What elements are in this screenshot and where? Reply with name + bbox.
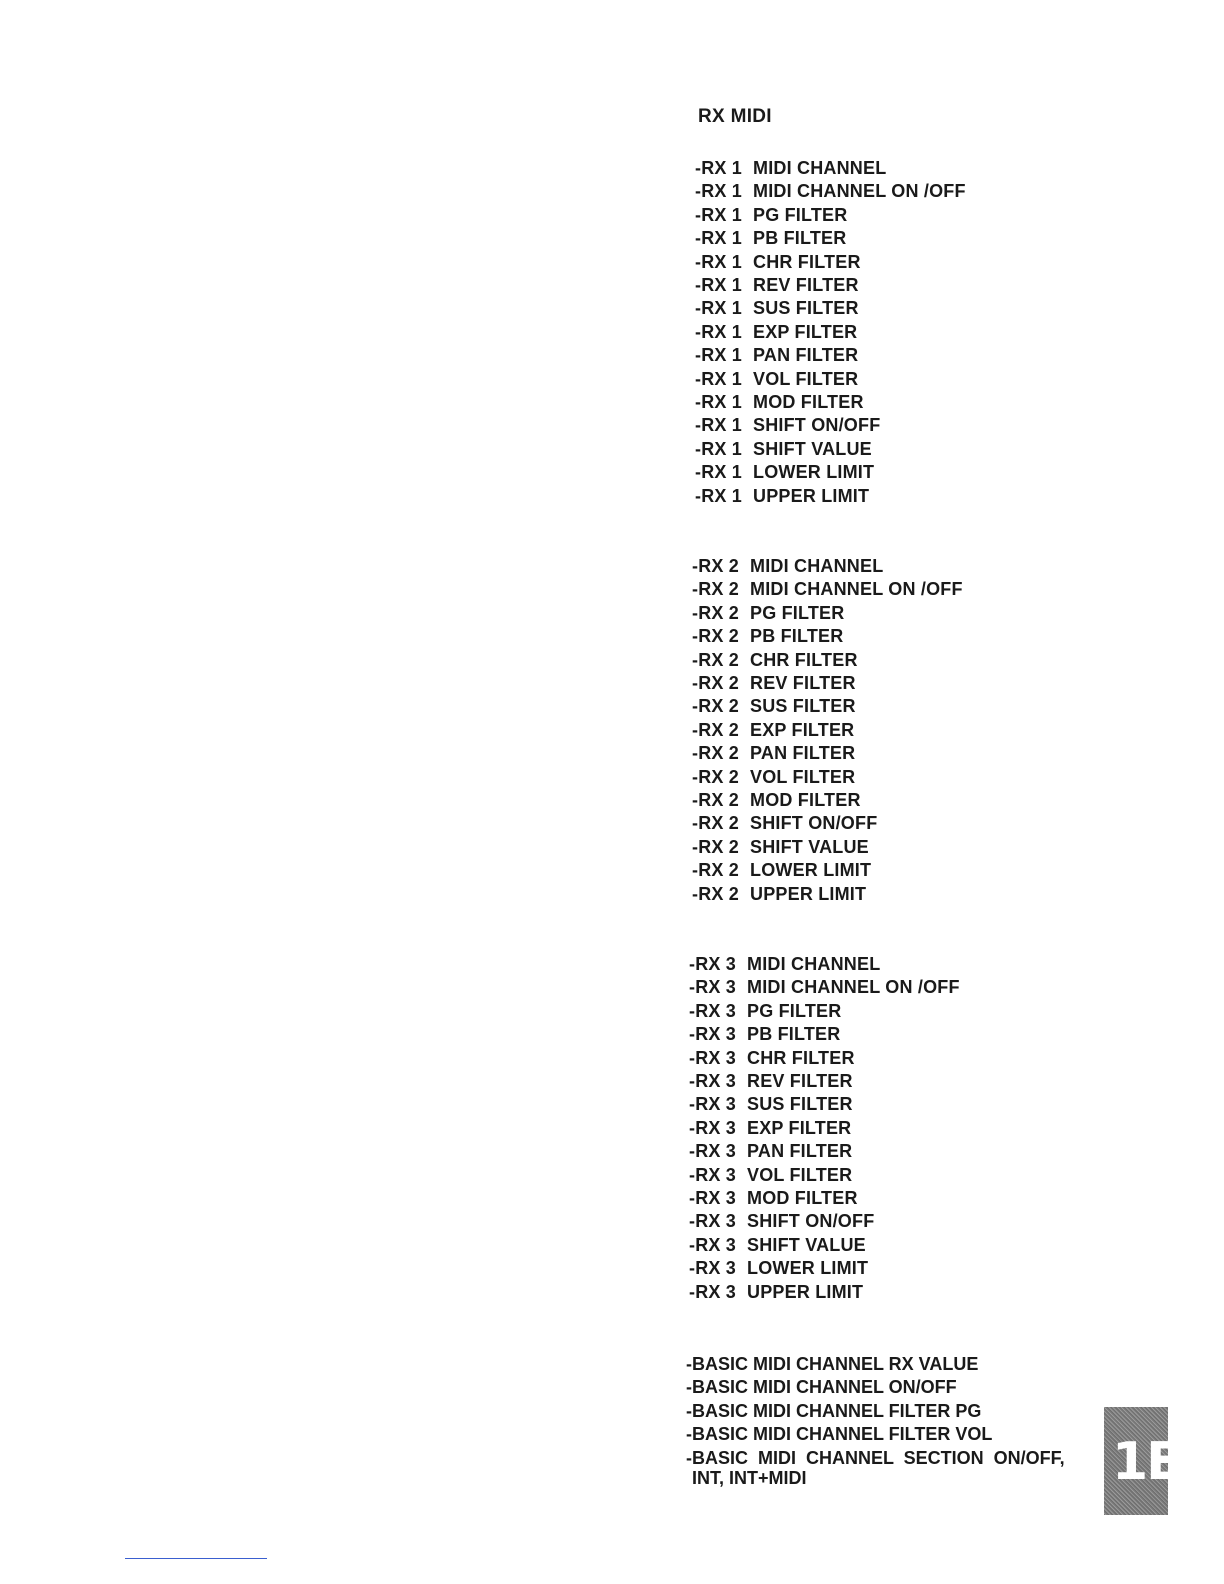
rx-item-label: SHIFT VALUE [747,1234,866,1255]
rx-list-item [695,274,966,297]
rx1-list [695,157,966,508]
rx-list-item [695,227,966,250]
basic-item: -BASIC MIDI CHANNEL FILTER PG [686,1400,982,1421]
rx-item-label: PB FILTER [750,626,844,647]
rx-list-item [689,953,960,976]
rx-prefix: -RX 1 [695,204,743,225]
rx-prefix: -RX 1 [695,181,743,202]
rx-list-item [695,391,966,414]
rx-item-label: PG FILTER [750,602,845,623]
rx-list-item [692,836,963,859]
rx-prefix: -RX 1 [695,345,743,366]
rx-item-label: PG FILTER [753,204,848,225]
rx-list-item [695,297,966,320]
rx-prefix: -RX 2 [692,696,740,717]
rx-item-label: CHR FILTER [750,649,858,670]
rx-item-label: CHR FILTER [747,1047,855,1068]
rx-prefix: -RX 2 [692,602,740,623]
basic-item-continuation: INT, INT+MIDI [692,1468,807,1489]
rx-prefix: -RX 3 [689,1211,737,1232]
rx-list-item [689,1023,960,1046]
rx-list-item [695,368,966,391]
rx-prefix: -RX 3 [689,954,737,974]
rx-list-item [695,461,966,484]
rx-prefix: -RX 3 [689,1024,737,1045]
rx-prefix: -RX 2 [692,836,740,857]
rx-list-item [695,180,966,203]
rx-item-label: LOWER LIMIT [750,860,872,881]
rx-item-label: PB FILTER [747,1024,841,1045]
rx-list-item [692,695,963,718]
basic-item: -BASIC MIDI CHANNEL FILTER VOL [686,1424,993,1445]
rx-prefix: -RX 1 [695,158,743,178]
rx-list-item [689,1000,960,1023]
rx-prefix: -RX 1 [695,228,743,249]
rx-prefix: -RX 1 [695,368,743,389]
rx-item-label: PAN FILTER [753,345,859,366]
basic-item: -BASIC MIDI CHANNEL SECTION ON/OFF, [686,1447,1065,1468]
rx-list-item [692,859,963,882]
rx-item-label: PAN FILTER [747,1141,853,1162]
rx-prefix: -RX 3 [689,1188,737,1209]
rx-item-label: MIDI CHANNEL [753,158,887,178]
rx-list-item [692,672,963,695]
rx-item-label: SUS FILTER [753,298,859,319]
rx-list-item [689,1210,960,1233]
rx-list-item [689,1234,960,1257]
rx-list-item [692,555,963,578]
rx-prefix: -RX 2 [692,813,740,834]
rx-list-item [692,766,963,789]
rx-item-label: VOL FILTER [750,766,856,787]
rx-prefix: -RX 3 [689,1164,737,1185]
rx-item-label: SUS FILTER [750,696,856,717]
rx-item-label: MIDI CHANNEL ON /OFF [747,977,960,998]
rx-item-label: MIDI CHANNEL [747,954,881,974]
rx-list-item [692,602,963,625]
rx-prefix: -RX 1 [695,321,743,342]
rx-prefix: -RX 1 [695,298,743,319]
rx-prefix: -RX 2 [692,579,740,600]
rx-prefix: -RX 2 [692,626,740,647]
rx-item-label: MOD FILTER [747,1188,858,1209]
rx-prefix: -RX 3 [689,1047,737,1068]
rx-item-label: CHR FILTER [753,251,861,272]
rx-item-label: SHIFT ON/OFF [753,415,881,436]
rx-prefix: -RX 2 [692,766,740,787]
rx-item-label: EXP FILTER [747,1117,852,1138]
rx-item-label: SHIFT VALUE [750,836,869,857]
rx-list-item [692,578,963,601]
rx-prefix: -RX 3 [689,1071,737,1092]
rx-prefix: -RX 3 [689,1258,737,1279]
rx-item-label: REV FILTER [750,673,856,694]
rx-prefix: -RX 1 [695,462,743,483]
rx-item-label: REV FILTER [747,1071,853,1092]
rx-list-item [692,812,963,835]
section-title: RX MIDI [698,106,772,127]
rx-item-label: MOD FILTER [753,392,864,413]
rx-prefix: -RX 2 [692,556,740,576]
rx-item-label: PG FILTER [747,1000,842,1021]
rx-item-label: MIDI CHANNEL [750,556,884,576]
rx-prefix: -RX 3 [689,1281,737,1302]
rx-list-item [692,883,963,906]
basic-item: -BASIC MIDI CHANNEL RX VALUE [686,1354,979,1374]
rx-list-item [692,625,963,648]
rx-item-label: EXP FILTER [753,321,858,342]
rx-prefix: -RX 3 [689,977,737,998]
rx-prefix: -RX 2 [692,743,740,764]
rx-list-item [695,204,966,227]
rx-item-label: SHIFT VALUE [753,438,872,459]
rx-prefix: -RX 3 [689,1117,737,1138]
rx-item-label: LOWER LIMIT [753,462,875,483]
rx-list-item [689,1257,960,1280]
rx-prefix: -RX 3 [689,1000,737,1021]
rx-list-item [689,1117,960,1140]
rx3-list [689,953,960,1304]
rx-prefix: -RX 1 [695,415,743,436]
rx-item-label: SUS FILTER [747,1094,853,1115]
rx-prefix: -RX 3 [689,1094,737,1115]
rx-item-label: REV FILTER [753,275,859,296]
rx-item-label: MIDI CHANNEL ON /OFF [750,579,963,600]
rx2-list [692,555,963,906]
rx-prefix: -RX 2 [692,883,740,904]
rx-prefix: -RX 1 [695,485,743,506]
basic-midi-list [686,1353,1065,1487]
rx-prefix: -RX 3 [689,1234,737,1255]
rx-list-item [692,789,963,812]
rx-item-label: VOL FILTER [753,368,859,389]
rx-item-label: UPPER LIMIT [753,485,870,506]
rx-prefix: -RX 1 [695,275,743,296]
rx-list-item [689,1281,960,1304]
rx-list-item [695,251,966,274]
rx-list-item [695,438,966,461]
rx-list-item [695,157,966,180]
rx-prefix: -RX 1 [695,392,743,413]
rx-prefix: -RX 2 [692,719,740,740]
rx-item-label: LOWER LIMIT [747,1258,869,1279]
rx-item-label: UPPER LIMIT [750,883,867,904]
rx-list-item [692,649,963,672]
rx-list-item [692,719,963,742]
rx-item-label: SHIFT ON/OFF [750,813,878,834]
rx-list-item [689,1187,960,1210]
rx-list-item [689,1140,960,1163]
rx-prefix: -RX 2 [692,649,740,670]
rx-item-label: SHIFT ON/OFF [747,1211,875,1232]
rx-prefix: -RX 2 [692,673,740,694]
rx-item-label: VOL FILTER [747,1164,853,1185]
rx-item-label: MOD FILTER [750,790,861,811]
rx-list-item [692,742,963,765]
rx-list-item [695,344,966,367]
rx-prefix: -RX 1 [695,438,743,459]
rx-item-label: PB FILTER [753,228,847,249]
basic-item: -BASIC MIDI CHANNEL ON/OFF [686,1377,957,1398]
rx-item-label: PAN FILTER [750,743,856,764]
footer-rule [125,1558,267,1559]
rx-item-label: EXP FILTER [750,719,855,740]
rx-list-item [689,976,960,999]
rx-list-item [695,321,966,344]
rx-item-label: UPPER LIMIT [747,1281,864,1302]
rx-list-item [689,1093,960,1116]
rx-list-item [695,414,966,437]
rx-prefix: -RX 3 [689,1141,737,1162]
rx-item-label: MIDI CHANNEL ON /OFF [753,181,966,202]
rx-list-item [689,1070,960,1093]
rx-prefix: -RX 2 [692,790,740,811]
page-tab-label: 1E [1112,1432,1180,1492]
rx-list-item [689,1164,960,1187]
rx-list-item [689,1047,960,1070]
rx-prefix: -RX 2 [692,860,740,881]
rx-list-item [695,485,966,508]
rx-prefix: -RX 1 [695,251,743,272]
